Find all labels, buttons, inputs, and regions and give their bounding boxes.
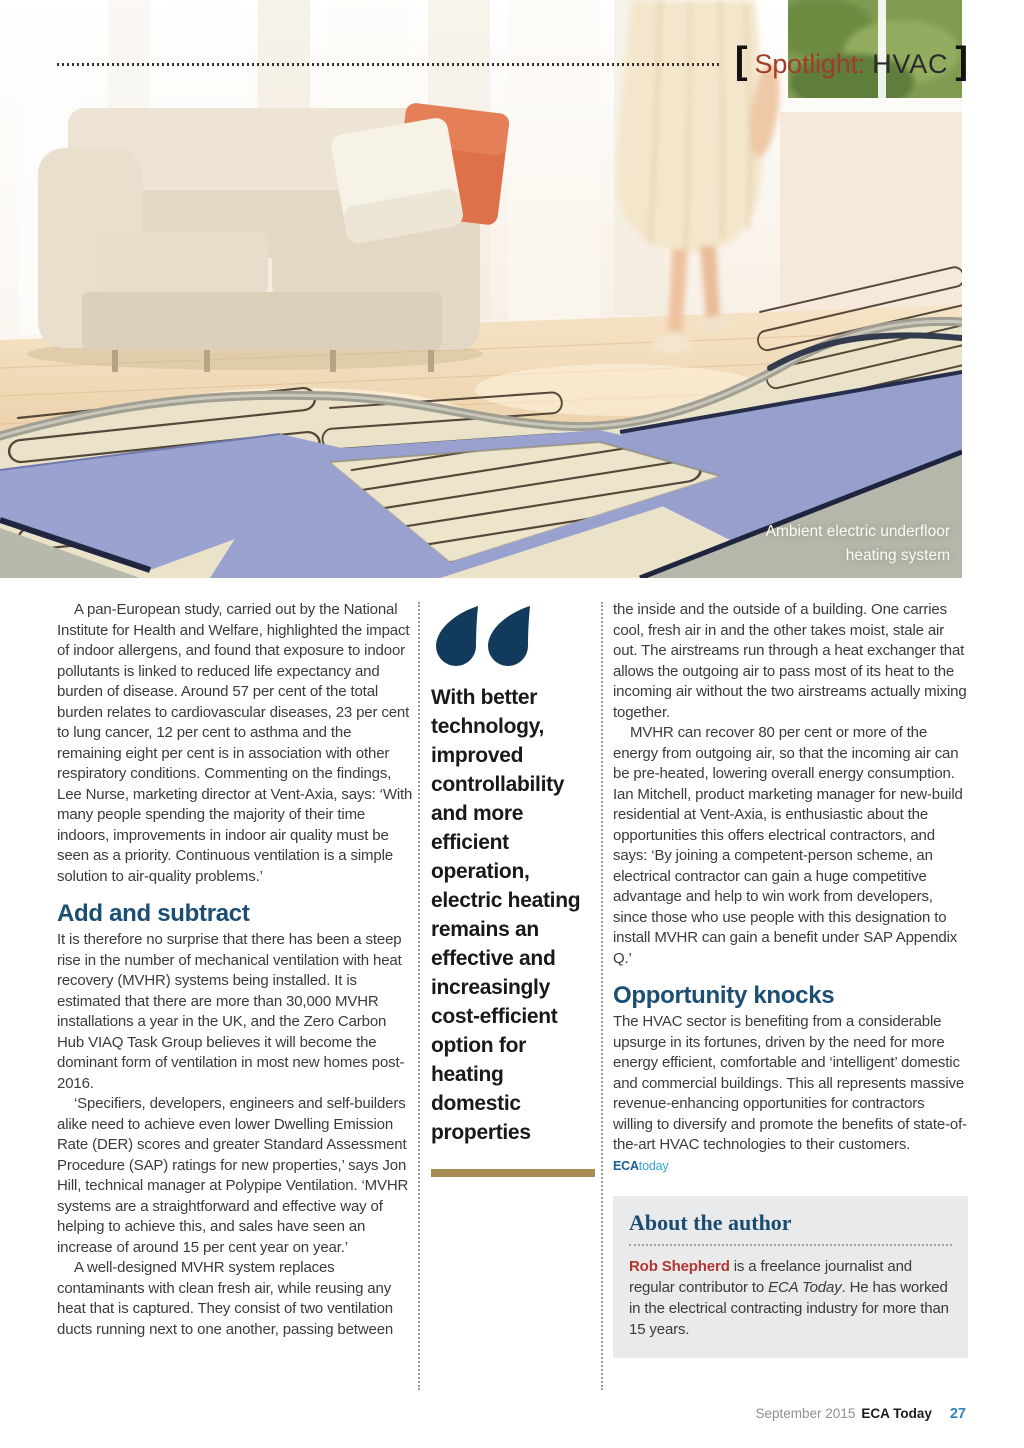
hvac-text: HVAC bbox=[872, 48, 949, 79]
about-dotted-rule bbox=[629, 1244, 952, 1246]
paragraph: ‘Specifiers, developers, engineers and self-builders alike need to achieve even lower Dwelling Emission Rate (DER) scores and greater Standard Assessment Procedure (SAP) ratings for new properties,’ says Jon Hill, technical manager at Polypipe Ventilation. ‘MVHR systems are a straightforward and effective way of helping to achieve this, and sales have seen an increase of around 15 per cent year on year.’ bbox=[57, 1095, 409, 1256]
spotlight-text: Spotlight: bbox=[754, 48, 866, 79]
paragraph: A well-designed MVHR system replaces contaminants with clean fresh air, while reusing any heat that is captured. They consist of two ventilation ducts running next to one another, passing between bbox=[57, 1259, 394, 1338]
dotted-rule bbox=[57, 63, 719, 66]
gold-rule bbox=[431, 1169, 595, 1177]
close-bracket: ] bbox=[955, 40, 968, 82]
photo-caption-line1: Ambient electric underfloor bbox=[765, 522, 950, 540]
section-header bbox=[57, 42, 968, 86]
hero-photo bbox=[0, 0, 962, 578]
footer-brand: ECA Today bbox=[861, 1406, 932, 1421]
open-bracket: [ bbox=[734, 40, 748, 82]
about-the-author-box bbox=[613, 1196, 968, 1358]
article-column-1 bbox=[57, 600, 415, 1340]
photo-caption bbox=[766, 520, 950, 568]
about-text-end: . He has worked in the electrical contracting industry for more than 15 years. bbox=[629, 1279, 949, 1339]
paragraph: the inside and the outside of a building. One carries cool, fresh air in and the other takes moist, stale air out. The airstreams run through a heat exchanger that allows the outgoing air to pass most of its heat to the incoming air without the two airstreams actually mixing together. bbox=[613, 601, 967, 721]
about-heading: About the author bbox=[629, 1210, 792, 1236]
sofa-illustration bbox=[38, 102, 510, 372]
eca-today-endmark bbox=[613, 1159, 668, 1173]
column-separator-1 bbox=[418, 602, 420, 1390]
page-footer bbox=[756, 1406, 966, 1422]
paragraph: MVHR can recover 80 per cent or more of the energy from outgoing air, so that the incoming air can be pre-heated, lowering overall energy consumption. Ian Mitchell, product marketing manager for new-build residential at Vent-Axia, is enthusiastic about the opportunities this offers electrical contractors, and says: ‘By joining a competent-person scheme, an electrical contractor can gain a huge competitive advantage and help to win work from developers, since those who use people with this designation to install MVHR can gain a benefit under SAP Appendix Q.’ bbox=[613, 724, 963, 967]
paragraph-text: The HVAC sector is benefiting from a considerable upsurge in its fortunes, driven by the need for more energy efficient, comfortable and ‘intelligent’ domestic and commercial buildings. This all represents massive revenue-enhancing opportunities for contractors willing to diversify and promote the benefits of state-of-the-art HVAC technologies to their customers. bbox=[613, 1013, 967, 1154]
about-italic: ECA Today bbox=[768, 1279, 842, 1297]
paragraph: It is therefore no surprise that there has been a steep rise in the number of mechanical ventilation with heat recovery (MVHR) systems being installed. It is estimated that there are more than 30,000 MVHR installations a year in the UK, and the Zero Carbon Hub VIAQ Task Group believes it will become the dominant form of ventilation in most new homes post-2016. bbox=[57, 931, 405, 1092]
about-text-mid: is a freelance journalist and regular contributor to bbox=[629, 1258, 912, 1297]
hero-photo-illustration bbox=[0, 0, 962, 578]
pull-quote-text: With better technology, improved controllability and more efficient operation, electric heating remains an effective and increasingly cost-efficient option for heating domestic properties bbox=[431, 686, 581, 1144]
paragraph bbox=[613, 1012, 968, 1176]
eca-logo-text: ECA bbox=[613, 1158, 639, 1173]
paragraph: A pan-European study, carried out by the National Institute for Health and Welfare, highlighted the impact of indoor allergens, and found that exposure to indoor pollutants is linked to reduced life expectancy and burden of disease. Around 57 per cent of the total burden relates to cardiovascular diseases, 23 per cent to lung cancer, 12 per cent to asthma and the remaining eight per cent is in association with other respiratory conditions. Commenting on the findings, Lee Nurse, marketing director at Vent-Axia, says: ‘With many people spending the majority of their time indoors, improvements in indoor air quality must be seen as a priority. Continuous ventilation is a simple solution to air-quality problems.’ bbox=[57, 601, 413, 885]
about-text bbox=[629, 1256, 952, 1340]
spotlight-label bbox=[734, 40, 968, 83]
column-separator-2 bbox=[601, 602, 603, 1390]
quotation-marks-icon bbox=[431, 604, 537, 666]
heading-add-and-subtract: Add and subtract bbox=[57, 900, 250, 927]
heading-opportunity-knocks: Opportunity knocks bbox=[613, 982, 835, 1009]
author-name: Rob Shepherd bbox=[629, 1258, 730, 1276]
today-logo-text: today bbox=[638, 1158, 669, 1173]
footer-date: September 2015 bbox=[755, 1406, 856, 1421]
article-column-3 bbox=[613, 600, 968, 1358]
photo-caption-line2: heating system bbox=[845, 546, 950, 564]
page-number: 27 bbox=[949, 1406, 966, 1422]
pull-quote-column bbox=[431, 600, 595, 1177]
